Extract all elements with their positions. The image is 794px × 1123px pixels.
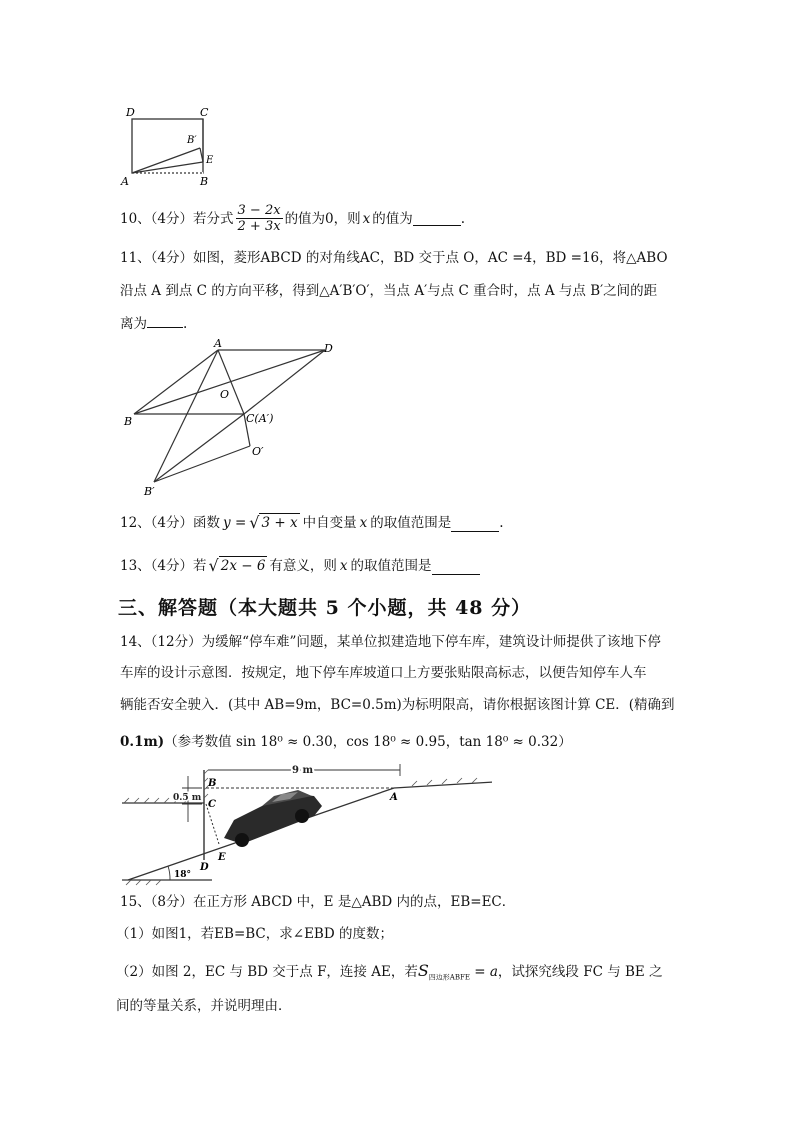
q11-line2: 沿点 A 到点 C 的方向平移，得到△A′B′O′，当点 A′与点 C 重合时，点 A 与点 B′之间的距 bbox=[120, 283, 658, 299]
label-a: A bbox=[390, 792, 398, 803]
dim-bc-label: 0.5 m bbox=[173, 793, 202, 803]
q12-radicand: 3 + x bbox=[261, 515, 298, 531]
car-icon bbox=[224, 790, 322, 847]
question-13 bbox=[120, 556, 480, 575]
q14-line1: 14、（12分）为缓解“停车难”问题，某单位拟建造地下停车库，建筑设计师提供了该地下停 bbox=[120, 634, 661, 650]
q10-denominator: 2 + 3x bbox=[237, 219, 281, 234]
q11-line1: 11、（4分）如图，菱形ABCD 的对角线AC，BD 交于点 O，AC =4，BD =16，将△ABO bbox=[120, 250, 668, 266]
q15-line3 bbox=[116, 962, 663, 987]
q10-var: x bbox=[362, 210, 371, 227]
q11-line3 bbox=[120, 313, 187, 333]
label-b-prime: B′ bbox=[187, 135, 197, 146]
q10-suffix2: 的值为 bbox=[372, 210, 413, 227]
q13-middle: 有意义，则 bbox=[269, 558, 337, 574]
label-d: D bbox=[200, 862, 209, 873]
q15-area-subscript: 四边形ABFE bbox=[428, 973, 470, 982]
q10-fraction bbox=[236, 203, 283, 234]
label-a: A bbox=[121, 175, 129, 188]
q15-line1: 15、（8分）在正方形 ABCD 中，E 是△ABD 内的点，EB=EC． bbox=[120, 894, 516, 910]
q13-prefix: 13、（4分）若 bbox=[120, 558, 207, 574]
q10-answer-blank[interactable] bbox=[413, 211, 461, 226]
q15-line3-a: （2）如图 2，EC 与 BD 交于点 F，连接 AE，若 bbox=[116, 964, 418, 980]
label-b-prime: B′ bbox=[144, 485, 155, 498]
sqrt-icon: √ bbox=[208, 556, 219, 575]
q15-line4: 间的等量关系，并说明理由． bbox=[116, 998, 292, 1014]
q11-line3-text: 离为 bbox=[120, 316, 147, 332]
q11-answer-blank[interactable] bbox=[147, 313, 183, 328]
q15-line3-c: ，试探究线段 FC 与 BE 之 bbox=[497, 964, 663, 980]
ramp-figure bbox=[122, 760, 492, 888]
label-c-a-prime: C(A′) bbox=[246, 412, 274, 425]
q12-middle: 中自变量 bbox=[302, 515, 357, 531]
q12-lhs: y = bbox=[223, 515, 247, 531]
q12-answer-blank[interactable] bbox=[451, 517, 499, 532]
sqrt-icon: √ bbox=[249, 513, 260, 532]
label-c: C bbox=[200, 106, 209, 119]
label-d: D bbox=[126, 106, 135, 119]
label-c: C bbox=[208, 799, 216, 810]
q12-suffix: 的取值范围是 bbox=[370, 515, 452, 531]
q14-line4-bold: 0.1m) bbox=[120, 734, 165, 750]
rhombus-figure bbox=[118, 338, 348, 500]
label-b: B bbox=[124, 415, 133, 428]
q15-area-symbol: S bbox=[417, 961, 429, 980]
q10-end: . bbox=[460, 210, 466, 227]
label-b: B bbox=[200, 175, 209, 188]
section-3-heading: 三、解答题（本大题共 5 个小题，共 48 分） bbox=[118, 597, 532, 619]
q13-radicand: 2x − 6 bbox=[220, 558, 266, 574]
label-e: E bbox=[218, 852, 226, 863]
q10-numerator: 3 − 2x bbox=[237, 203, 281, 218]
label-a: A bbox=[214, 338, 222, 350]
q14-line2: 车库的设计示意图．按规定，地下停车库坡道口上方要张贴限高标志，以便告知停车人车 bbox=[120, 665, 647, 681]
q12-var: x bbox=[359, 515, 368, 531]
q12-end: . bbox=[499, 515, 504, 531]
q10-prefix: 10、（4分）若分式 bbox=[120, 210, 234, 227]
rectangle-figure bbox=[118, 104, 223, 190]
q13-var: x bbox=[339, 558, 348, 574]
label-o-prime: O′ bbox=[252, 445, 264, 458]
q13-answer-blank[interactable] bbox=[432, 560, 480, 575]
label-e: E bbox=[206, 155, 214, 166]
label-b: B bbox=[208, 778, 217, 789]
label-d: D bbox=[324, 342, 333, 355]
q14-line4 bbox=[120, 733, 572, 751]
q14-line4-rest: （参考数值 sin 18⁰ ≈ 0.30，cos 18⁰ ≈ 0.95，tan 18⁰ ≈ 0.32） bbox=[164, 734, 572, 750]
label-o: O bbox=[220, 388, 230, 401]
question-10 bbox=[120, 203, 465, 234]
question-12 bbox=[120, 513, 504, 532]
q12-prefix: 12、（4分）函数 bbox=[120, 515, 221, 531]
q11-end: . bbox=[183, 316, 188, 332]
q15-area-value: = a bbox=[469, 964, 498, 980]
dim-ab-label: 9 m bbox=[292, 765, 314, 776]
q14-line3: 辆能否安全驶入．(其中 AB=9m，BC=0.5m)为标明限高，请你根据该图计算 CE．(精确到 bbox=[120, 697, 675, 713]
q10-suffix: 的值为0，则 bbox=[284, 210, 361, 227]
q13-suffix: 的取值范围是 bbox=[350, 558, 432, 574]
angle-label: 18° bbox=[174, 870, 192, 880]
q15-line2: （1）如图1，若EB=BC，求∠EBD 的度数； bbox=[116, 926, 393, 942]
